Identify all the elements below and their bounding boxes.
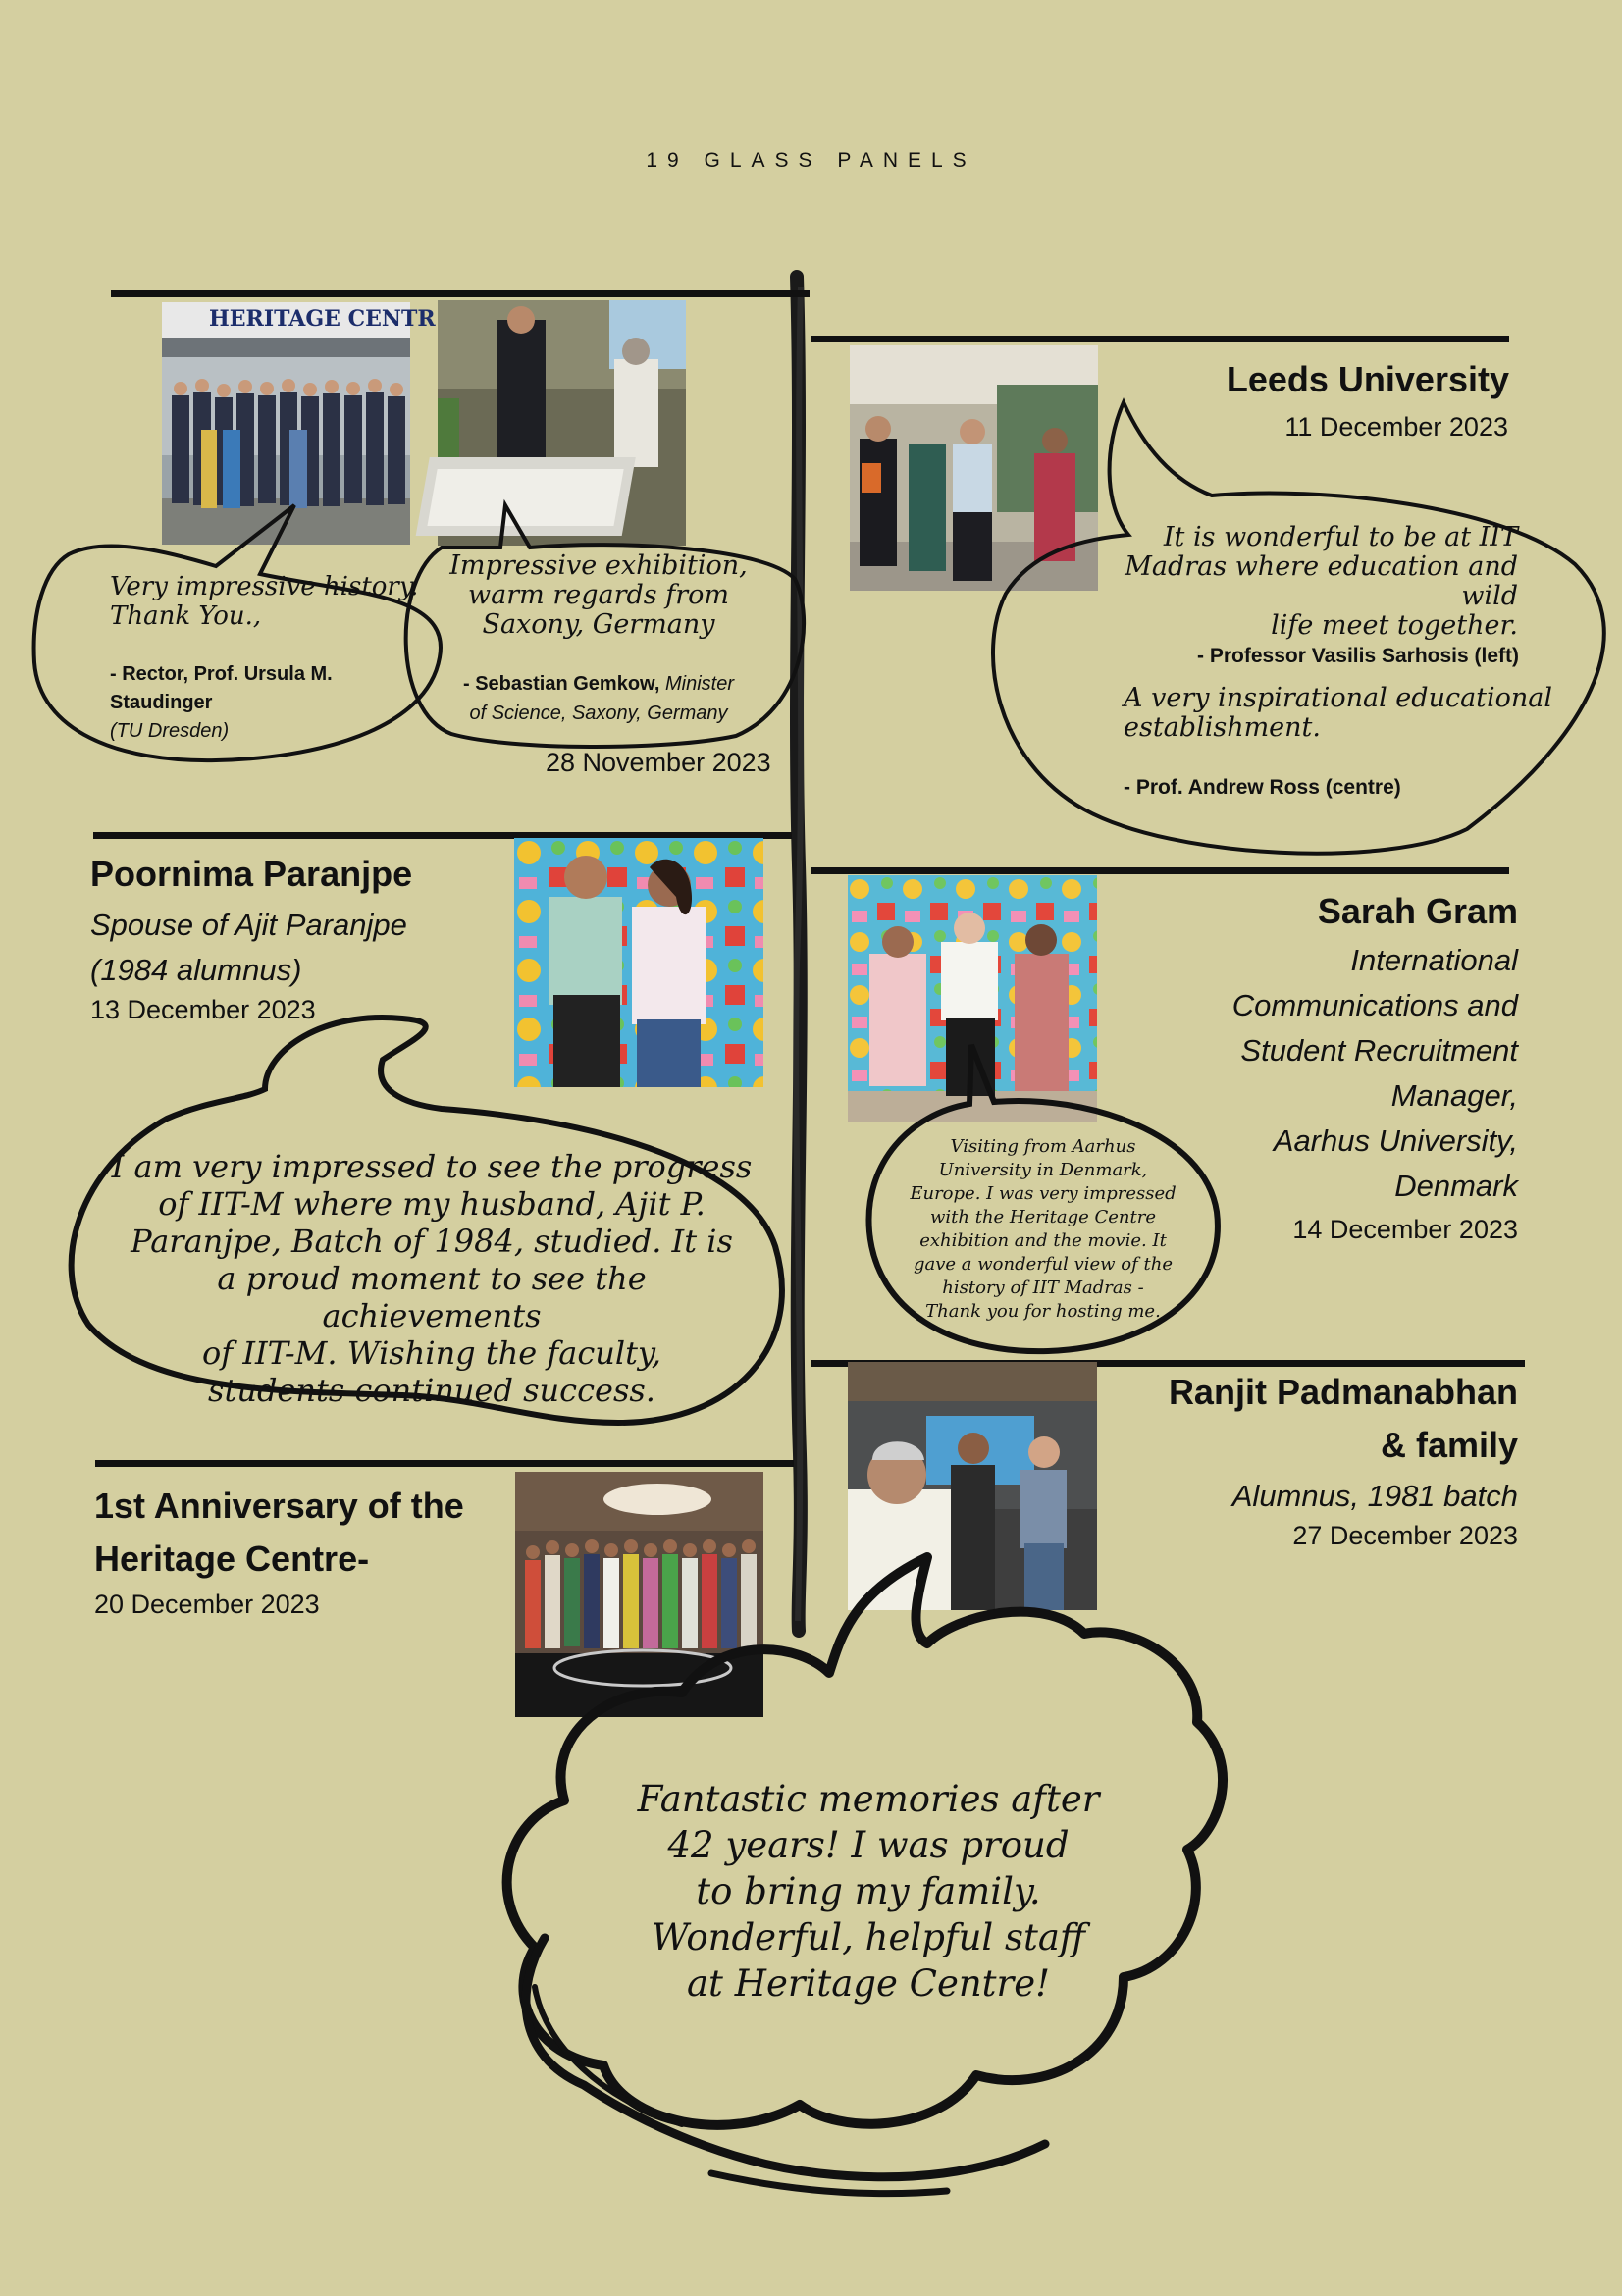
quote-sarah-line: history of IIT Madras - xyxy=(942,1278,1144,1298)
speech-bubble-poornima xyxy=(69,1011,795,1433)
role-sarah-line: Manager, xyxy=(1390,1078,1518,1113)
signer-leeds-2: - Prof. Andrew Ross (centre) xyxy=(1124,776,1401,799)
name-poornima: Poornima Paranjpe xyxy=(90,854,413,894)
title-leeds: Leeds University xyxy=(1226,359,1509,399)
quote-dresden-1-line: Very impressive history. xyxy=(110,572,419,601)
quote-sarah-line: exhibition and the movie. It xyxy=(919,1230,1167,1251)
title-anniversary-2: Heritage Centre- xyxy=(94,1539,370,1579)
quote-dresden-2-line: Saxony, Germany xyxy=(482,609,715,640)
quote-ranjit-line: 42 years! I was proud xyxy=(667,1824,1070,1866)
name-ranjit-1: Ranjit Padmanabhan xyxy=(1168,1372,1518,1412)
role-poornima-2: (1984 alumnus) xyxy=(90,953,302,987)
quote-poornima-line: of IIT-M. Wishing the faculty, xyxy=(202,1334,661,1372)
quote-sarah-line: Thank you for hosting me. xyxy=(925,1301,1161,1322)
quote-poornima-line: Paranjpe, Batch of 1984, studied. It is xyxy=(131,1223,733,1260)
quote-leeds-2-line: establishment. xyxy=(1124,712,1321,743)
signer-dresden-1: - Rector, Prof. Ursula M. xyxy=(110,663,333,685)
quote-leeds-2-line: A very inspirational educational xyxy=(1124,683,1553,713)
date-leeds: 11 December 2023 xyxy=(1284,412,1508,442)
thought-bubble-ranjit xyxy=(496,1536,1227,2203)
rule-sarah xyxy=(811,867,1509,874)
quote-poornima-line: I am very impressed to see the progress xyxy=(111,1148,753,1185)
signer-dresden-1-cont: Staudinger xyxy=(110,692,213,713)
role-sarah-line: Aarhus University, xyxy=(1273,1123,1518,1158)
quote-dresden-1-line: Thank You., xyxy=(110,601,262,631)
signer-dresden-2-role-cont: of Science, Saxony, Germany xyxy=(469,703,728,724)
quote-ranjit-line: Wonderful, helpful staff xyxy=(651,1916,1086,1958)
quote-sarah-line: Europe. I was very impressed xyxy=(910,1183,1177,1204)
date-poornima: 13 December 2023 xyxy=(90,995,316,1024)
role-sarah-line: Denmark xyxy=(1394,1169,1518,1203)
speech-bubble-dresden-1 xyxy=(29,496,451,775)
rule-leeds xyxy=(811,336,1509,342)
date-anniversary: 20 December 2023 xyxy=(94,1590,320,1619)
quote-ranjit-line: Fantastic memories after xyxy=(637,1778,1100,1820)
page-title: 19 GLASS PANELS xyxy=(646,149,976,172)
quote-poornima-line: a proud moment to see the achievements xyxy=(217,1260,647,1334)
signer-leeds-1: - Professor Vasilis Sarhosis (left) xyxy=(1197,645,1519,667)
role-poornima-1: Spouse of Ajit Paranjpe xyxy=(90,908,407,942)
quote-dresden-2-line: Impressive exhibition, xyxy=(449,550,748,581)
date-ranjit: 27 December 2023 xyxy=(1292,1521,1518,1550)
date-dresden: 28 November 2023 xyxy=(546,748,771,777)
role-sarah-line: Student Recruitment xyxy=(1240,1033,1518,1068)
name-sarah: Sarah Gram xyxy=(1317,891,1518,931)
quote-sarah-line: gave a wonderful view of the xyxy=(913,1254,1173,1275)
quote-sarah-line: University in Denmark, xyxy=(938,1160,1148,1180)
date-sarah: 14 December 2023 xyxy=(1292,1215,1518,1244)
quote-leeds-1-line: It is wonderful to be at IIT xyxy=(1163,522,1518,552)
speech-bubble-leeds xyxy=(976,397,1614,859)
title-anniversary-1: 1st Anniversary of the xyxy=(94,1486,464,1526)
signer-dresden-2-role: Minister xyxy=(659,673,734,695)
quote-poornima-line: students continued success. xyxy=(208,1372,655,1409)
quote-poornima-line: of IIT-M where my husband, Ajit P. xyxy=(158,1185,706,1223)
quote-sarah-line: Visiting from Aarhus xyxy=(950,1136,1136,1157)
name-ranjit-2: & family xyxy=(1380,1425,1518,1465)
role-ranjit: Alumnus, 1981 batch xyxy=(1231,1479,1518,1513)
speech-bubble-sarah xyxy=(862,1045,1225,1359)
affil-dresden-1: (TU Dresden) xyxy=(110,720,230,742)
rule-anniversary xyxy=(95,1460,794,1467)
role-sarah-line: Communications and xyxy=(1231,988,1518,1022)
speech-bubble-dresden-2 xyxy=(392,500,805,746)
role-sarah-line: International xyxy=(1350,943,1518,977)
quote-ranjit-line: to bring my family. xyxy=(696,1870,1041,1912)
quote-leeds-1-line: life meet together. xyxy=(1271,610,1518,641)
quote-leeds-1-line: Madras where education and wild xyxy=(1125,551,1518,611)
quote-dresden-2-line: warm regards from xyxy=(468,580,729,610)
signer-dresden-2-name: - Sebastian Gemkow, xyxy=(462,673,660,695)
quote-sarah-line: with the Heritage Centre xyxy=(930,1207,1156,1227)
rule-dresden xyxy=(111,290,810,297)
heritage-centre-sign: HERITAGE CENTR xyxy=(209,306,436,332)
quote-ranjit-line: at Heritage Centre! xyxy=(687,1962,1050,2005)
